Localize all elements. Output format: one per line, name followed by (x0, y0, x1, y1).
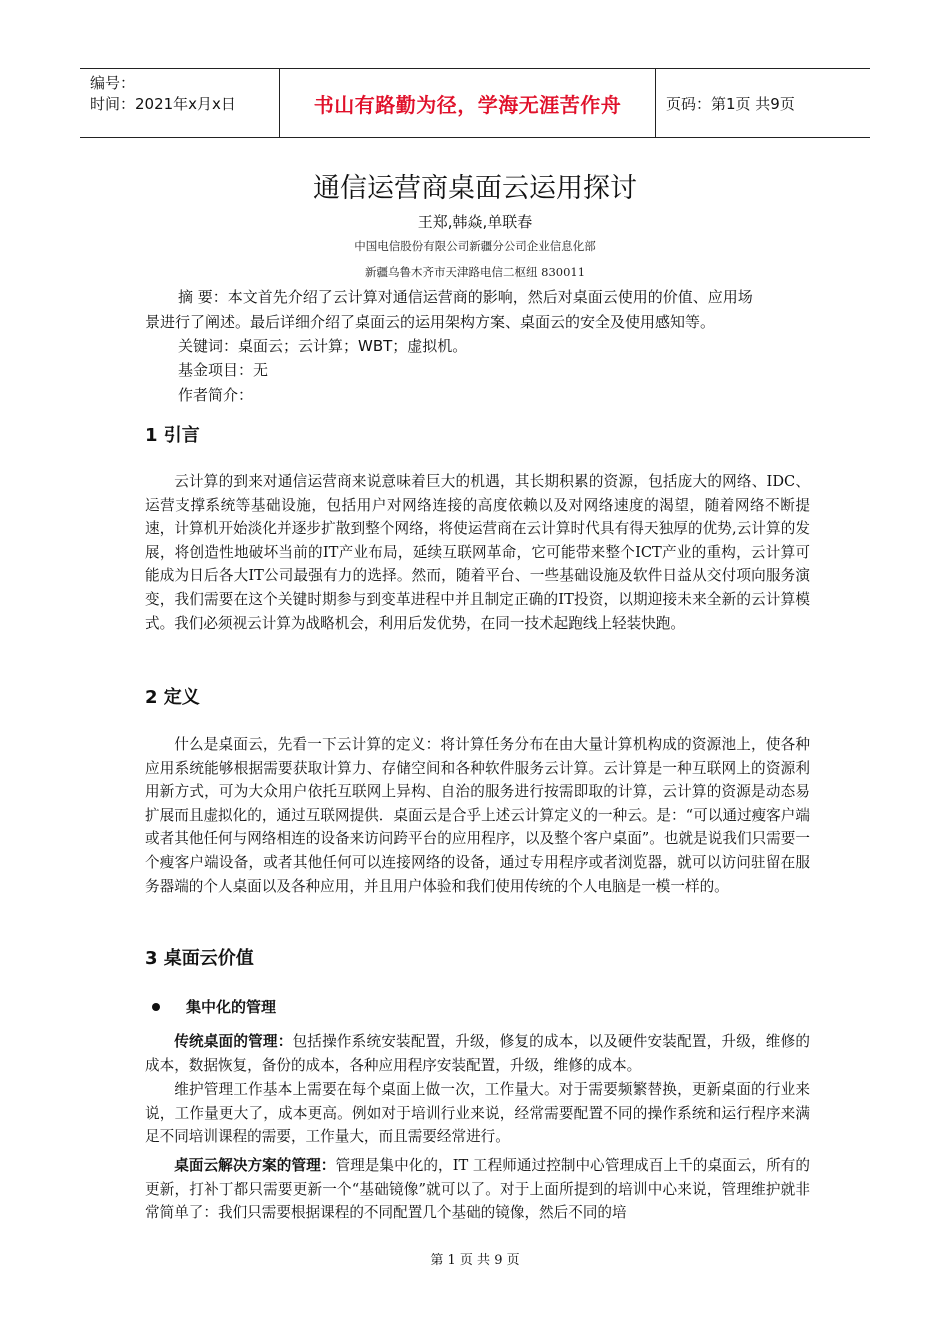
section-3-paragraph-3 (145, 1154, 810, 1225)
affiliation: 中国电信股份有限公司新疆分公司企业信息化部 (354, 239, 596, 253)
section-1-paragraph: 云计算的到来对通信运营商来说意味着巨大的机遇，其长期积累的资源，包括庞大的网络、IDC、运营支撑系统等基础设施，包括用户对网络连接的高度依赖以及对网络速度的渴望，随着网络不断提速，计算机开始淡化并逐步扩散到整个网络，将使运营商在云计算时代具有得天独厚的优势,云计算的发展，将创造性地破坏当前的IT产业布局，延续互联网革命，它可能带来整个ICT产业的重构，云计算可能成为日后各大IT公司最强有力的选择。然而，随着平台、一些基础设施及软件日益从交付项向服务演变，我们需要在这个关键时期参与到变革进程中并且制定正确的IT投资，以期迎接未来全新的云计算模式。我们必须视云计算为战略机会，利用后发优势，在同一技术起跑线上轻装快跑。 (145, 473, 810, 632)
page-header (80, 68, 870, 138)
section-3-paragraph-1 (145, 1030, 810, 1077)
bullet-dot-icon (152, 1003, 160, 1011)
section-heading-3: 3 桌面云价值 (145, 948, 254, 969)
abstract-line-2: 景进行了阐述。最后详细介绍了桌面云的运用架构方案、桌面云的安全及使用感知等。 (145, 313, 716, 331)
address: 新疆乌鲁木齐市天津路电信二枢纽 830011 (364, 265, 586, 279)
author-intro: 作者简介： (178, 386, 254, 404)
section-2-paragraph: 什么是桌面云，先看一下云计算的定义：将计算任务分布在由大量计算机构成的资源池上，使各种应用系统能够根据需要获取计算力、存储空间和各种软件服务云计算。云计算是一种互联网上的资源利用新方式，可为大众用户依托互联网上异构、自治的服务进行按需即取的计算，云计算的资源是动态易扩展而且虚拟化的，通过互联网提供．桌面云是合乎上述云计算定义的一种云。是：“可以通过瘦客户端或者其他任何与网络相连的设备来访问跨平台的应用程序，以及整个客户桌面”。也就是说我们只需要一个瘦客户端设备，或者其他任何可以连接网络的设备，通过专用程序或者浏览器，就可以访问驻留在服务器端的个人桌面以及各种应用，并且用户体验和我们使用传统的个人电脑是一模一样的。 (145, 736, 810, 895)
paragraph-lead-bold: 桌面云解决方案的管理： (174, 1157, 336, 1174)
fund-line: 基金项目：无 (178, 361, 269, 379)
header-left-cell (80, 69, 280, 137)
paper-title: 通信运营商桌面云运用探讨 (313, 173, 637, 204)
bullet-item (152, 996, 276, 1017)
paragraph-lead-bold: 传统桌面的管理： (174, 1033, 293, 1050)
page-number-label: 页码：第1页 共9页 (666, 94, 795, 113)
number-label: 编号： (90, 74, 136, 92)
paragraph-body: 包括操作系统安装配置，升级，修复的成本，以及硬件安装配置，升级，维修的成本，数据恢复，备份的成本，各种应用程序安装配置，升级，维修的成本。 (145, 1033, 810, 1074)
section-3-paragraph-2: 维护管理工作基本上需要在每个桌面上做一次，工作量大。对于需要频繁替换，更新桌面的行业来说，工作量更大了，成本更高。例如对于培训行业来说，经常需要配置不同的操作系统和运行程序来满足不同培训课程的需要，工作量大，而且需要经常进行。 (145, 1081, 810, 1146)
abstract-line-1: 摘 要：本文首先介绍了云计算对通信运营商的影响，然后对桌面云使用的价值、应用场 (178, 288, 753, 306)
paper-authors: 王郑,韩焱,单联春 (417, 213, 533, 231)
paragraph-body: 管理是集中化的，IT 工程师通过控制中心管理成百上千的桌面云，所有的更新，打补丁都只需要更新一个“基础镜像”就可以了。对于上面所提到的培训中心来说，管理维护就非常简单了：我们只需要根据课程的不同配置几个基础的镜像，然后不同的培 (145, 1157, 810, 1222)
motto: 书山有路勤为径，学海无涯苦作舟 (280, 69, 656, 137)
keywords: 关键词：桌面云；云计算；WBT；虚拟机。 (178, 337, 468, 355)
section-heading-2: 2 定义 (145, 687, 200, 708)
bullet-label: 集中化的管理 (186, 998, 277, 1016)
page-footer: 第 1 页 共 9 页 (430, 1253, 520, 1268)
section-heading-1: 1 引言 (145, 425, 200, 446)
date-label: 时间：2021年x月x日 (90, 95, 236, 113)
